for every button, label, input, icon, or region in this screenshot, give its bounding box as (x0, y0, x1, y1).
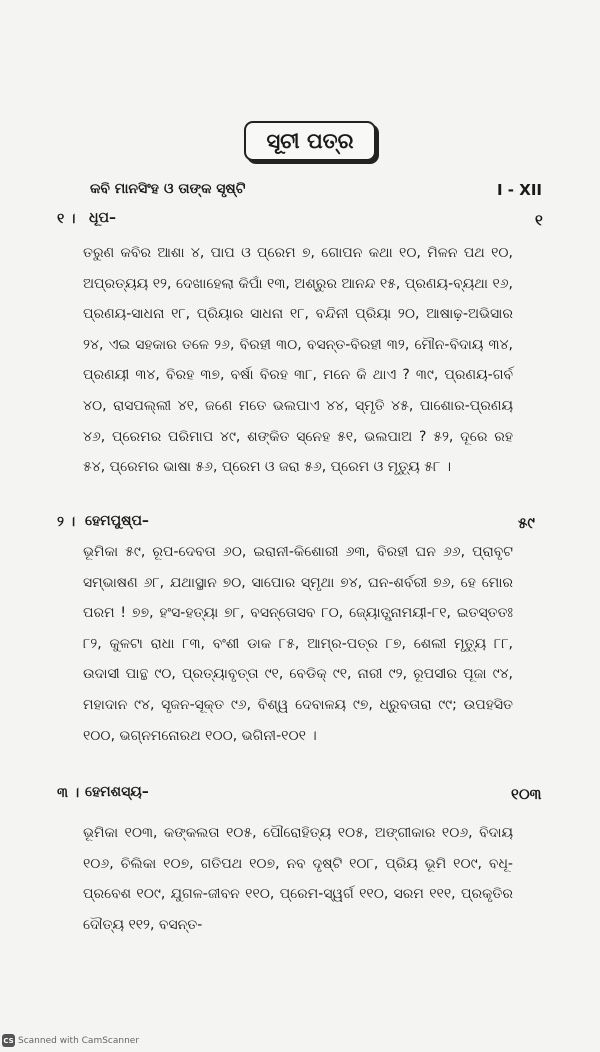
section-2-heading: ହେମପୁଷ୍ପ– (85, 513, 149, 529)
section-1-number: ୧ । (57, 211, 76, 227)
page-title: ସୂଚୀ ପତ୍ର (244, 121, 376, 161)
section-1-entries: ତରୁଣ କବିର ଆଶା ୪, ପାପ ଓ ପ୍ରେମ ୭, ଗୋପନ କଥା ୧୦, ମିଳନ ପଥ ୧୦, ଅପ୍ରତ୍ୟୟ ୧୨, ଦେଖାହେଲା କିପାଁ ୧୩, ଅଶ୍ରୁର ଆନନ୍ଦ ୧୫, ପ୍ରଣୟ-ବ୍ୟଥା ୧୬, ପ୍ରଣୟ-ସାଧନା ୧୮, ପ୍ରିୟାର ସାଧନା ୧୮, ବନ୍ଦିନୀ ପ୍ରିୟା ୨୦, ଆଷାଢ଼-ଅଭିସାର ୨୪, ଏଇ ସହକାର ତଳେ ୨୬, ବିରହୀ ୩୦, ବସନ୍ତ-ବିରହୀ ୩୨, ମୌନ-ବିଦାୟ ୩୪, ପ୍ରଣୟୀ ୩୪, ବିରହ ୩୭, ବର୍ଷା ବିରହ ୩୮, ମନେ କି ଥାଏ ? ୩୯, ପ୍ରଣୟ-ଗର୍ବ ୪୦, ରାସପଲ୍ଲୀ ୪୧, ଜଣେ ମତେ ଭଲପାଏ ୪୪, ସ୍ମୃତି ୪୫, ପାଶୋର-ପ୍ରଣୟ ୪୬, ପ୍ରେମର ପରିମାପ ୪୯, ଶଙ୍କିତ ସ୍ନେହ ୫୧, ଭଲପାଅ ? ୫୨, ଦୂରେ ରହ ୫୪, ପ୍ରେମର ଭାଷା ୫୬, ପ୍ରେମ ଓ ଜରା ୫୬, ପ୍ରେମ ଓ ମୃତ୍ୟୁ ୫୮ । (83, 245, 513, 476)
camscanner-icon: CS (2, 1034, 15, 1047)
section-1-heading: ଧୂପ– (89, 210, 116, 226)
section-2-start-page: ୫୯ (518, 514, 535, 532)
section-1-start-page: ୧ (535, 211, 543, 229)
intro-label: କବି ମାନସିଂହ ଓ ତାଙ୍କ ସୃଷ୍ଟି (90, 181, 246, 197)
scanner-watermark (2, 1034, 139, 1047)
section-3-heading: ହେମଶସ୍ୟ– (85, 784, 149, 800)
section-3-start-page: ୧୦୩ (511, 785, 542, 803)
section-2-number: ୨ । (57, 514, 76, 530)
section-3-entries: ଭୂମିକା ୧୦୩, କଙ୍କଲତା ୧୦୫, ପୌରୋହିତ୍ୟ ୧୦୫, ଅଙ୍ଗୀକାର ୧୦୬, ବିଦାୟ ୧୦୬, ଚିଲିକା ୧୦୭, ଗତିପଥ ୧୦୭, ନବ ଦୃଷ୍ଟି ୧୦୮, ପ୍ରିୟ ଭୂମି ୧୦୯, ବଧୂ-ପ୍ରବେଶ ୧୦୯, ଯୁଗଳ-ଜୀବନ ୧୧୦, ପ୍ରେମ-ସ୍ୱର୍ଗ ୧୧୦, ସରମ ୧୧୧, ପ୍ରକୃତିର ଦୌତ୍ୟ ୧୧୨, ବସନ୍ତ- (83, 825, 513, 933)
section-2-entries: ଭୂମିକା ୫୯, ରୂପ-ଦେବତା ୬୦, ଇରାନୀ-କିଶୋରୀ ୬୩, ବିରହୀ ଘନ ୬୬, ପ୍ରାବୃଟ ସମ୍ଭାଷଣ ୬୮, ଯଥାସ୍ଥାନ ୭୦, ସାପୋର ସ୍ମୃଥା ୭୪, ଘନ-ଶର୍ବରୀ ୭୬, ହେ ମୋର ପରମ ! ୭୭, ହଂସ-ହତ୍ୟା ୭୮, ବସନ୍ତୋସବ ୮୦, ଜ୍ୟୋତ୍ସ୍ନାମୟୀ-୮୧, ଇତସ୍ତତଃ ୮୨, କୁଳଟା ରାଧା ୮୩, ବଂଶୀ ଡାକ ୮୫, ଆମ୍ର-ପତ୍ର ୮୭, ଶେଲୀ ମୃତ୍ୟୁ ୮୮, ଉଦାସୀ ପାନ୍ଥ ୯୦, ପ୍ରତ୍ୟାବୃତ୍ତା ୯୧, ବେଡିକ୍ ୯୧, ନାରୀ ୯୨, ରୂପସୀର ପୂଜା ୯୪, ମହାଦାନ ୯୪, ସୃଜନ-ସୂକ୍ତ ୯୬, ବିଶ୍ୱ ଦେବାଳୟ ୯୭, ଧ୍ରୁବତାରା ୯୯; ଉପହସିତ ୧୦୦, ଭଗ୍ନମନୋରଥ ୧୦୦, ଭଗିନୀ-୧୦୧ । (83, 544, 513, 744)
scanner-watermark-text: Scanned with CamScanner (18, 1035, 140, 1046)
section-3-number: ୩ । (57, 785, 80, 801)
intro-pages: I - XII (497, 181, 542, 199)
